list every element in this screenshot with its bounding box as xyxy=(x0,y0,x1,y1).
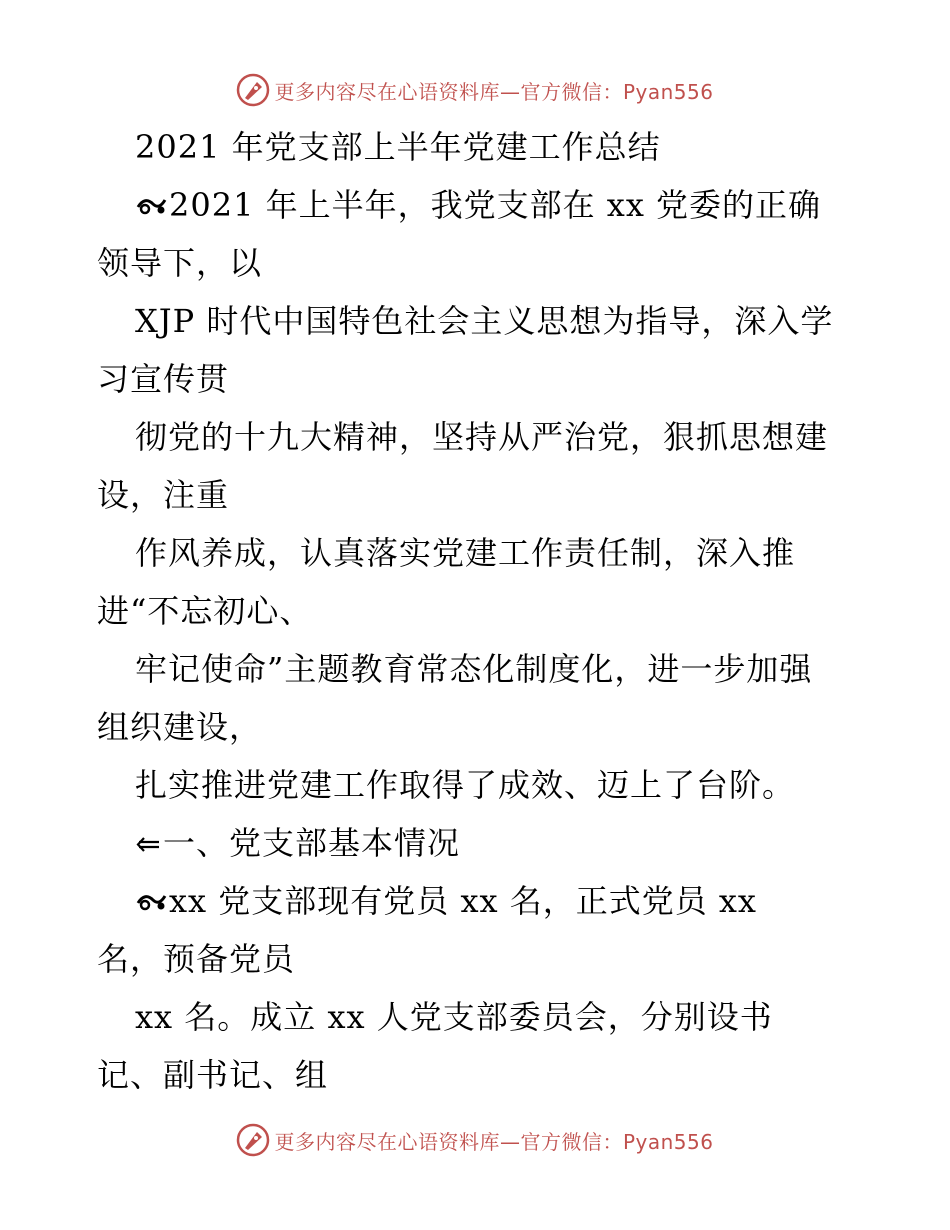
pen-nib-logo-icon xyxy=(236,1123,270,1157)
paragraph-line: 习宣传贯 xyxy=(97,360,230,398)
swirl-bullet-icon xyxy=(135,888,169,914)
paragraph-line: 名，预备党员 xyxy=(97,940,296,978)
header-text: 更多内容尽在心语资料库—官方微信：Pyan556 xyxy=(274,79,714,104)
paragraph-line: 牢记使命”主题教育常态化制度化，进一步加强 xyxy=(135,650,813,688)
pen-nib-logo-icon xyxy=(236,73,270,107)
document-title: 2021 年党支部上半年党建工作总结 xyxy=(135,128,661,166)
paragraph-line: xx 名。成立 xx 人党支部委员会，分别设书 xyxy=(135,998,773,1036)
paragraph-line: 进“不忘初心、 xyxy=(97,592,313,630)
swirl-bullet-icon xyxy=(135,192,169,218)
footer-text: 更多内容尽在心语资料库—官方微信：Pyan556 xyxy=(274,1129,714,1154)
header-banner xyxy=(0,70,950,110)
paragraph-line: XJP 时代中国特色社会主义思想为指导，深入学 xyxy=(135,302,834,340)
paragraph-line: 扎实推进党建工作取得了成效、迈上了台阶。 xyxy=(135,766,796,804)
paragraph-line: 作风养成，认真落实党建工作责任制，深入推 xyxy=(135,534,796,572)
paragraph-line: 设，注重 xyxy=(97,476,230,514)
paragraph-line: xx 党支部现有党员 xx 名，正式党员 xx xyxy=(135,881,757,921)
paragraph-line: 领导下，以 xyxy=(97,244,263,282)
section-heading: 一、党支部基本情况 xyxy=(135,823,460,863)
paragraph-line: 彻党的十九大精神，坚持从严治党，狠抓思想建 xyxy=(135,418,829,456)
paragraph-line: 记、副书记、组 xyxy=(97,1056,329,1094)
footer-banner xyxy=(0,1120,950,1160)
arrow-bullet-icon xyxy=(135,830,163,856)
paragraph-line: 组织建设， xyxy=(97,708,263,746)
paragraph-line: 2021 年上半年，我党支部在 xx 党委的正确 xyxy=(135,185,821,225)
